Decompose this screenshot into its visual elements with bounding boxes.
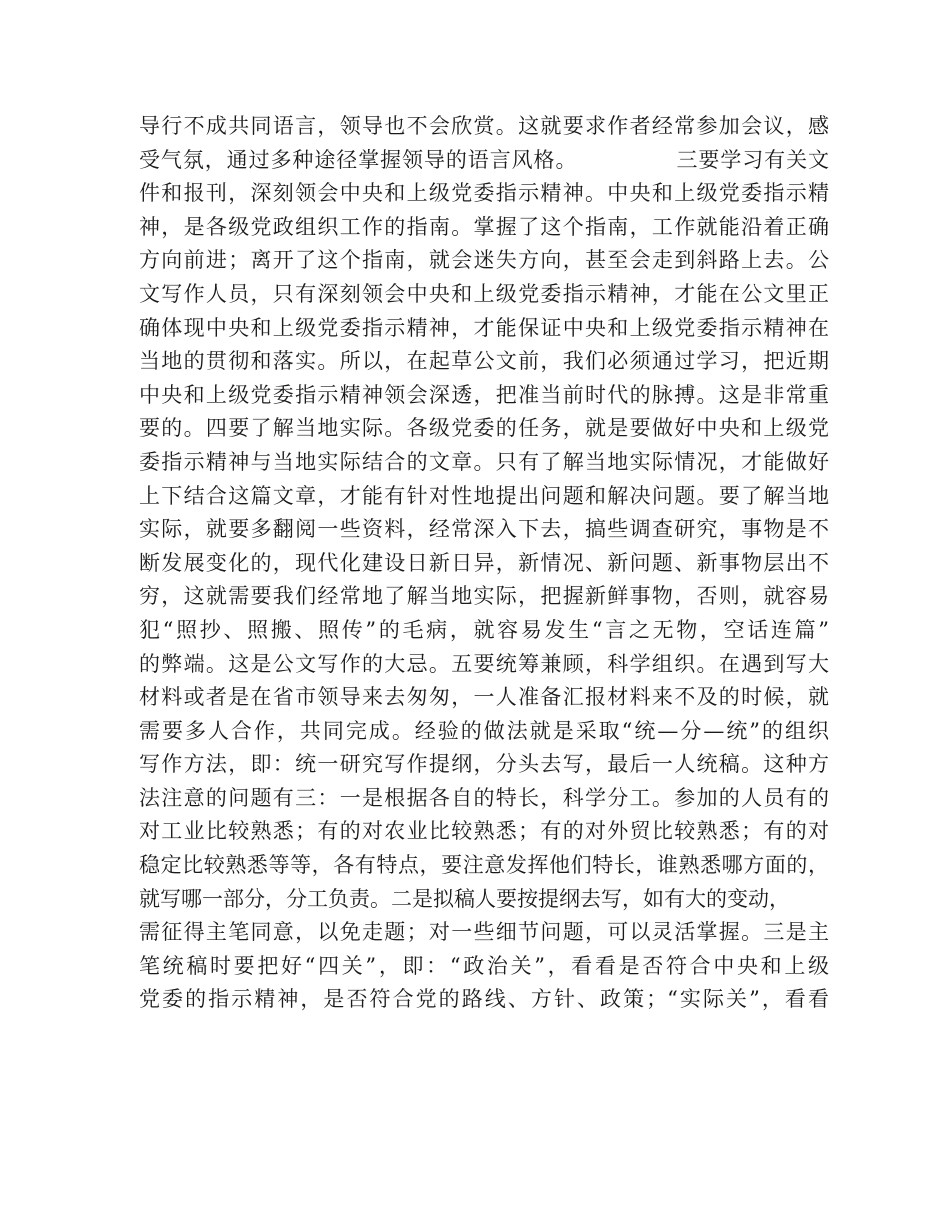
text-line: 文写作人员，只有深刻领会中央和上级党委指示精神，才能在公文里正 xyxy=(139,281,829,306)
text-line: 委指示精神与当地实际结合的文章。只有了解当地实际情况，才能做好 xyxy=(139,449,829,474)
text-line: 要的。四要了解当地实际。各级党委的任务，就是要做好中央和上级党 xyxy=(139,416,829,441)
text-line: 中央和上级党委指示精神领会深透，把准当前时代的脉搏。这是非常重 xyxy=(139,382,829,407)
text-line: 受气氛，通过多种途径掌握领导的语言风格。 三要学习有关文 xyxy=(139,147,829,172)
text-line: 对工业比较熟悉；有的对农业比较熟悉；有的对外贸比较熟悉；有的对 xyxy=(139,819,829,844)
text-line: 需要多人合作，共同完成。经验的做法就是采取“统—分—统”的组织 xyxy=(139,718,829,743)
body-text xyxy=(139,110,829,1017)
text-line: 党委的指示精神，是否符合党的路线、方针、政策；“实际关”，看看 xyxy=(139,987,829,1012)
text-line: 上下结合这篇文章，才能有针对性地提出问题和解决问题。要了解当地 xyxy=(139,483,829,508)
text-line: 导行不成共同语言，领导也不会欣赏。这就要求作者经常参加会议，感 xyxy=(139,114,829,138)
text-line: 神，是各级党政组织工作的指南。掌握了这个指南，工作就能沿着正确 xyxy=(139,214,829,239)
text-line: 断发展变化的，现代化建设日新日异，新情况、新问题、新事物层出不 xyxy=(139,550,829,575)
text-line: 法注意的问题有三：一是根据各自的特长，科学分工。参加的人员有的 xyxy=(139,785,829,810)
text-line: 笔统稿时要把好“四关”，即：“政治关”，看看是否符合中央和上级 xyxy=(139,953,829,978)
text-line: 材料或者是在省市领导来去匆匆，一人准备汇报材料来不及的时候，就 xyxy=(139,685,829,710)
text-line: 的弊端。这是公文写作的大忌。五要统筹兼顾，科学组织。在遇到写大 xyxy=(139,651,829,676)
text-line: 需征得主笔同意，以免走题；对一些细节问题，可以灵活掌握。三是主 xyxy=(139,920,829,945)
text-line: 犯“照抄、照搬、照传”的毛病，就容易发生“言之无物，空话连篇” xyxy=(139,617,829,642)
text-line: 穷，这就需要我们经常地了解当地实际，把握新鲜事物，否则，就容易 xyxy=(139,584,829,609)
text-line: 写作方法，即：统一研究写作提纲，分头去写，最后一人统稿。这种方 xyxy=(139,752,829,777)
text-line: 当地的贯彻和落实。所以，在起草公文前，我们必须通过学习，把近期 xyxy=(139,349,829,374)
text-line: 就写哪一部分，分工负责。二是拟稿人要按提纲去写，如有大的变动， xyxy=(139,886,790,911)
text-line: 稳定比较熟悉等等，各有特点，要注意发挥他们特长，谁熟悉哪方面的， xyxy=(139,853,829,878)
text-line: 件和报刊，深刻领会中央和上级党委指示精神。中央和上级党委指示精 xyxy=(139,181,829,206)
text-line: 实际，就要多翻阅一些资料，经常深入下去，搞些调查研究，事物是不 xyxy=(139,517,829,542)
text-line: 确体现中央和上级党委指示精神，才能保证中央和上级党委指示精神在 xyxy=(139,315,829,340)
text-line: 方向前进；离开了这个指南，就会迷失方向，甚至会走到斜路上去。公 xyxy=(139,248,829,273)
